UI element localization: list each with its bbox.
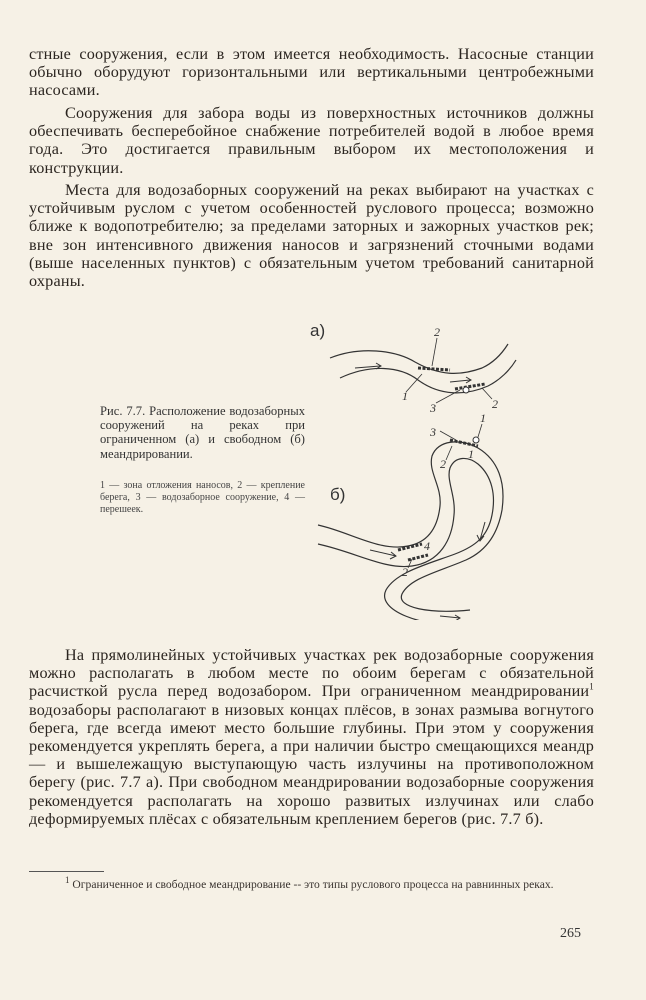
- mark-a-1: 1: [402, 389, 408, 403]
- figure-caption-text: Рис. 7.7. Расположение водозаборных сооружений на реках при ограниченном (а) и свободном (б) меандрировании.: [100, 404, 305, 461]
- footnote: [29, 875, 594, 892]
- mark-a-2-right: 2: [492, 397, 498, 411]
- footnote-ref: 1: [589, 682, 594, 693]
- mark-b-1-top: 1: [480, 411, 486, 425]
- figure-caption: [100, 404, 305, 461]
- intake-b: [473, 437, 479, 443]
- river-diagram: [300, 310, 530, 620]
- footnote-text: Ограниченное и свободное меандрирование -- это типы руслового процесса на равнинных реках.: [69, 878, 554, 891]
- paragraph-2: Сооружения для забора воды из поверхностных источников должны обеспечивать бесперебойное снабжение потребителей водой в любое время года. Это достигается правильным выбором их местоположения и конструкции.: [29, 104, 594, 177]
- mark-b-3: 3: [430, 425, 436, 439]
- paragraph-1: стные сооружения, если в этом имеется необходимость. Насосные станции обычно оборудуют горизонтальными или вертикальными центробежными насосами.: [29, 45, 594, 100]
- figure-legend: 1 — зона отложения наносов, 2 — крепление берега, 3 — водозаборное сооружение, 4 — перешеек.: [100, 480, 305, 515]
- footnote-marker: 1: [65, 875, 70, 886]
- paragraph-4-part-a: На прямолинейных устойчивых участках рек водозаборные сооружения можно располагать в любом месте по обоим берегам с обязательной расчисткой русла перед водозабором. При ограниченном меандрировании: [29, 646, 594, 701]
- footnote-divider: [29, 871, 104, 872]
- mark-a-3: 3: [430, 401, 436, 415]
- paragraph-3: Места для водозаборных сооружений на реках выбирают на участках с устойчивым руслом с учетом особенностей руслового процесса; возможно ближе к водопотребителю; за пределами заторных и зажорных участков рек; вне зон интенсивного движения наносов и загрязнений сточными водами (выше населенных пунктов) с обязательным учетом требований санитарной охраны.: [29, 181, 594, 291]
- mark-b-2-bottom: 2: [402, 565, 408, 579]
- page-number: 265: [560, 926, 581, 941]
- mark-b-2-top: 2: [440, 457, 446, 471]
- mark-b-4: 4: [424, 539, 430, 553]
- label-b: б): [330, 485, 346, 504]
- label-a: а): [310, 321, 326, 340]
- mark-a-2-top: 2: [434, 325, 440, 339]
- paragraph-4-part-b: водозаборы располагают в низовых концах плёсов, в зонах размыва вогнутого берега, где всегда имеют место большие глубины. При этом у сооружения рекомендуется укреплять берега, а при наличии быстро смещающихся меандр — и вышележащую выступающую часть излучины на противоположном берегу (рис. 7.7 а). При свободном меандрировании водозаборные сооружения рекомендуется располагать на хорошо развитых излучинах или слабо деформируемых плёсах с обязательным креплением берегов (рис. 7.7 б).: [29, 700, 594, 828]
- figure-7-7: [300, 310, 530, 620]
- bank-protection-a: [418, 368, 485, 393]
- marks-b: [402, 411, 486, 579]
- paragraph-4: [29, 646, 594, 828]
- mark-b-1-inner: 1: [468, 447, 474, 461]
- leaders-a: [406, 338, 492, 403]
- river-b-banks: [318, 442, 503, 620]
